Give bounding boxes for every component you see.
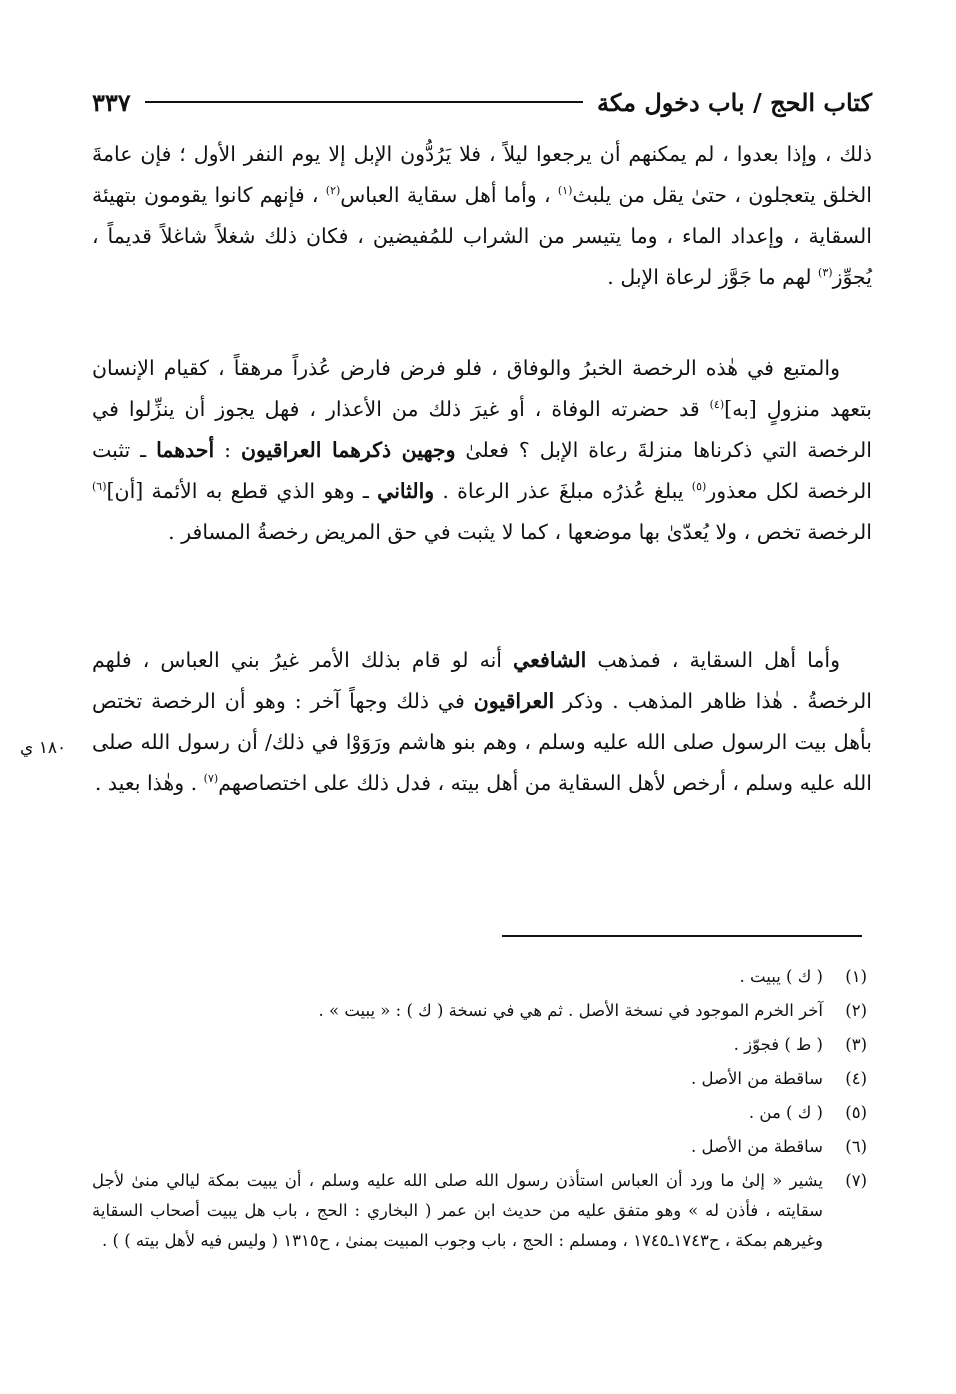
footnote-number: (٢)	[845, 1001, 867, 1020]
footnote-ref-1: (١)	[557, 184, 573, 198]
footnote-text: ( ك ) يبيت .	[739, 967, 823, 986]
footnote-separator	[502, 935, 862, 937]
text-span: ـ وهو الذي قطع به الأئمة [أن]	[106, 479, 378, 503]
footnote-text: ساقطة من الأصل .	[691, 1137, 823, 1156]
footnote-ref-3: (٣)	[818, 266, 833, 280]
text-span: أنه لو قام بذلك الأمر غيرُ بني العباس ، فلهم الرخصةُ . هٰذا ظاهر المذهب . وذكر	[92, 648, 872, 713]
text-span: في ذلك وجهاً آخر : وهو أن الرخصة تختص بأهل بيت الرسول صلى الله عليه وسلم ، وهم بنو هاشم ورَوَوْا في ذلك/ أن رسول الله صلى الله عليه وسلم ، أرخص لأهل السقاية من أهل بيته ، فدل ذلك على اختصاصهم	[92, 689, 872, 795]
footnote-number: (٦)	[845, 1137, 867, 1156]
paragraph-2	[92, 348, 872, 553]
footnote-text: ساقطة من الأصل .	[691, 1069, 823, 1088]
footnote-ref-6: (٦)	[92, 480, 107, 494]
text-span: لهم ما جَوَّز لرعاة الإبل .	[607, 265, 819, 289]
footnote-ref-4: (٤)	[709, 398, 725, 412]
text-span: :	[214, 438, 241, 462]
bold-term: الشافعي	[513, 648, 587, 672]
text-span: ـ تثبت الرخصة لكل معذور	[92, 438, 872, 503]
text-span: ذلك ، وإذا بعدوا ، لم يمكنهم أن يرجعوا ليلاً ، فلا يَرُدُّون الإبل إلا يوم النفر الأول ؛ فإن عامةَ الخلق يتعجلون ، حتىٰ يقل من يلبث	[92, 142, 872, 207]
paragraph-3	[92, 640, 872, 804]
bold-term: العراقيون	[473, 689, 555, 713]
footnote-item	[92, 994, 867, 1028]
footnote-number: (١)	[845, 967, 867, 986]
paragraph-1	[92, 134, 872, 298]
text-span: قد حضرته الوفاة ، أو غيرَ ذلك من الأعذار ، فهل يجوز أن ينزِّلوا في الرخصة التي ذكرناها منزلةَ رعاة الإبل ؟ فعلىٰ	[92, 397, 873, 462]
bold-term: وجهين ذكرهما العراقيون	[240, 438, 456, 462]
footnote-number: (٧)	[845, 1171, 867, 1190]
text-span: وأما أهل السقاية ، فمذهب	[586, 648, 840, 672]
footnote-item	[92, 1028, 867, 1062]
text-span: ، وأما أهل سقاية العباس	[340, 183, 558, 207]
footnote-item	[92, 960, 867, 994]
page-number: ٣٣٧	[92, 87, 131, 117]
header-rule	[145, 101, 583, 103]
bold-term: والثاني	[377, 479, 435, 503]
footnote-text: ( ك ) من .	[748, 1103, 823, 1122]
footnote-number: (٤)	[845, 1069, 867, 1088]
footnote-item	[92, 1130, 867, 1164]
footnote-item	[92, 1096, 867, 1130]
text-span: يبلغ عُذرُه مبلغَ عذر الرعاة .	[434, 479, 692, 503]
footnote-item	[92, 1164, 867, 1256]
footnote-ref-5: (٥)	[691, 480, 707, 494]
footnote-text: يشير « إلىٰ ما ورد أن العباس استأذن رسول الله صلى الله عليه وسلم ، أن يبيت بمكة ليالي منىٰ لأجل سقايته ، فأذن له » وهو متفق عليه من حديث ابن عمر ( البخاري : الحج ، باب هل يبيت أصحاب السقاية وغيرهم بمكة ، ح١٧٤٣ـ١٧٤٥ ، ومسلم : الحج ، باب وجوب المبيت بمنىٰ ، ح١٣١٥ ( وليس فيه لأهل بيته ) ) .	[92, 1171, 823, 1250]
text-span: . وهٰذا بعيد .	[94, 771, 204, 795]
footnote-item	[92, 1062, 867, 1096]
bold-term: أحدهما	[156, 438, 215, 462]
footnotes	[92, 960, 867, 1256]
footnote-ref-7: (٧)	[203, 772, 219, 786]
footnote-text: آخر الخرم الموجود في نسخة الأصل . ثم هي في نسخة ( ك ) : « يبيت » .	[318, 1001, 823, 1020]
margin-folio-note: ١٨٠ ي	[20, 738, 67, 758]
text-span: ، فإنهم كانوا يقومون بتهيئة السقاية ، وإعداد الماء ، وما يتيسر من الشراب للمُفيضين ، فكان ذلك شغلاً شاغلاً قديماً ، يُجوِّز	[92, 183, 872, 289]
running-header	[92, 82, 872, 122]
footnote-ref-2: (٢)	[325, 184, 341, 198]
footnote-number: (٥)	[845, 1103, 867, 1122]
footnote-number: (٣)	[845, 1035, 867, 1054]
text-span: الرخصة تخص ، ولا يُعدّىٰ بها موضعها ، كما لا يثبت في حق المريض رخصةُ المسافر .	[168, 520, 872, 544]
chapter-title: كتاب الحج / باب دخول مكة	[596, 87, 872, 117]
footnote-text: ( ط ) فجوّز .	[733, 1035, 823, 1054]
text-span: والمتبع في هٰذه الرخصة الخبرُ والوفاق ، فلو فرض فارض عُذراً مرهقاً ، كقيام الإنسان بتعهد منزولٍ [به]	[92, 356, 872, 421]
